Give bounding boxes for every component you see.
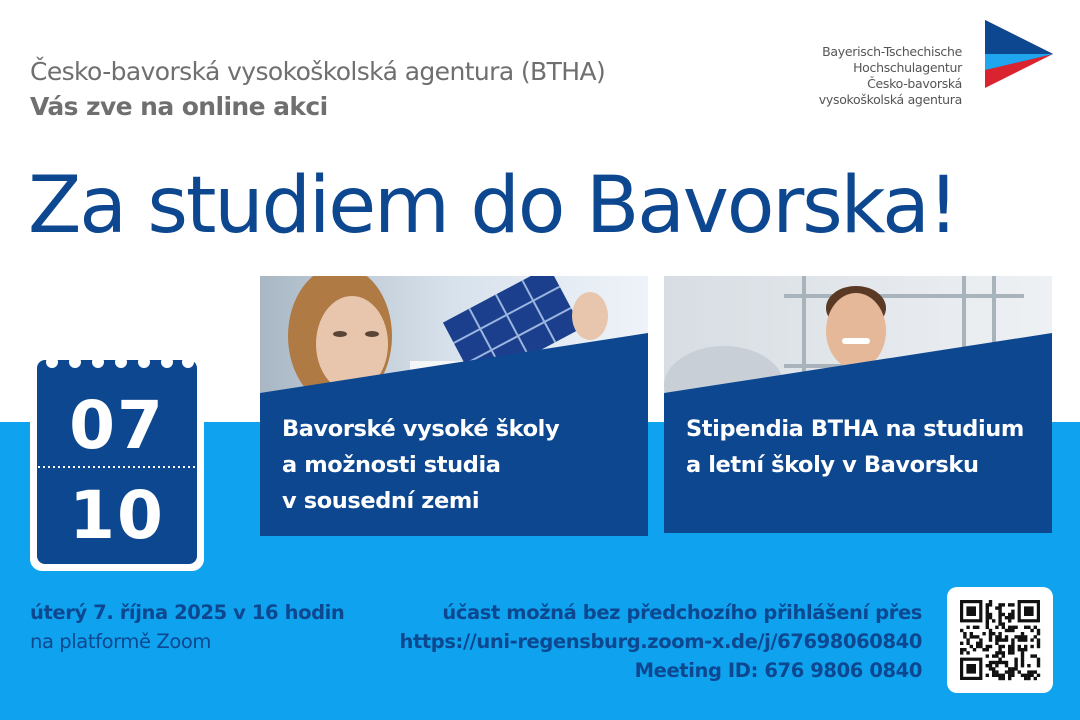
logo-line: vysokoškolská agentura bbox=[818, 92, 962, 107]
btha-logo-icon bbox=[985, 20, 1053, 88]
logo-text bbox=[819, 44, 962, 108]
logo-line: Bayerisch-Tschechische bbox=[822, 44, 962, 59]
qr-code-icon bbox=[947, 587, 1053, 693]
event-info bbox=[30, 598, 344, 656]
logo-line: Hochschulagentur bbox=[853, 60, 962, 75]
registration-info bbox=[399, 598, 922, 685]
topic-line: Bavorské vysoké školy bbox=[282, 416, 560, 442]
registration-note: účast možná bez předchozího přihlášení přes bbox=[442, 601, 922, 624]
zoom-link[interactable]: https://uni-regensburg.zoom-x.de/j/67698060840 bbox=[399, 630, 922, 653]
event-datetime: úterý 7. října 2025 v 16 hodin bbox=[30, 601, 345, 624]
topic-card bbox=[260, 333, 648, 536]
topic-line: a letní školy v Bavorsku bbox=[686, 452, 979, 478]
topic-card bbox=[664, 333, 1052, 533]
invitation-text: Vás zve na online akci bbox=[30, 92, 328, 121]
topic-line: Stipendia BTHA na studium bbox=[686, 416, 1024, 442]
topic-line: a možnosti studia bbox=[282, 452, 501, 478]
organizer-name: Česko-bavorská vysokoškolská agentura (BTHA) bbox=[30, 57, 606, 86]
calendar-day: 07 bbox=[69, 387, 165, 464]
event-platform: na platformě Zoom bbox=[30, 630, 211, 653]
calendar-icon bbox=[30, 353, 204, 571]
topic-line: v sousední zemi bbox=[282, 488, 480, 514]
logo-line: Česko-bavorská bbox=[867, 76, 962, 91]
calendar-month: 10 bbox=[69, 477, 165, 554]
page-title: Za studiem do Bavorska! bbox=[28, 161, 957, 251]
meeting-id: Meeting ID: 676 9806 0840 bbox=[634, 659, 922, 682]
qr-code[interactable] bbox=[947, 587, 1053, 693]
